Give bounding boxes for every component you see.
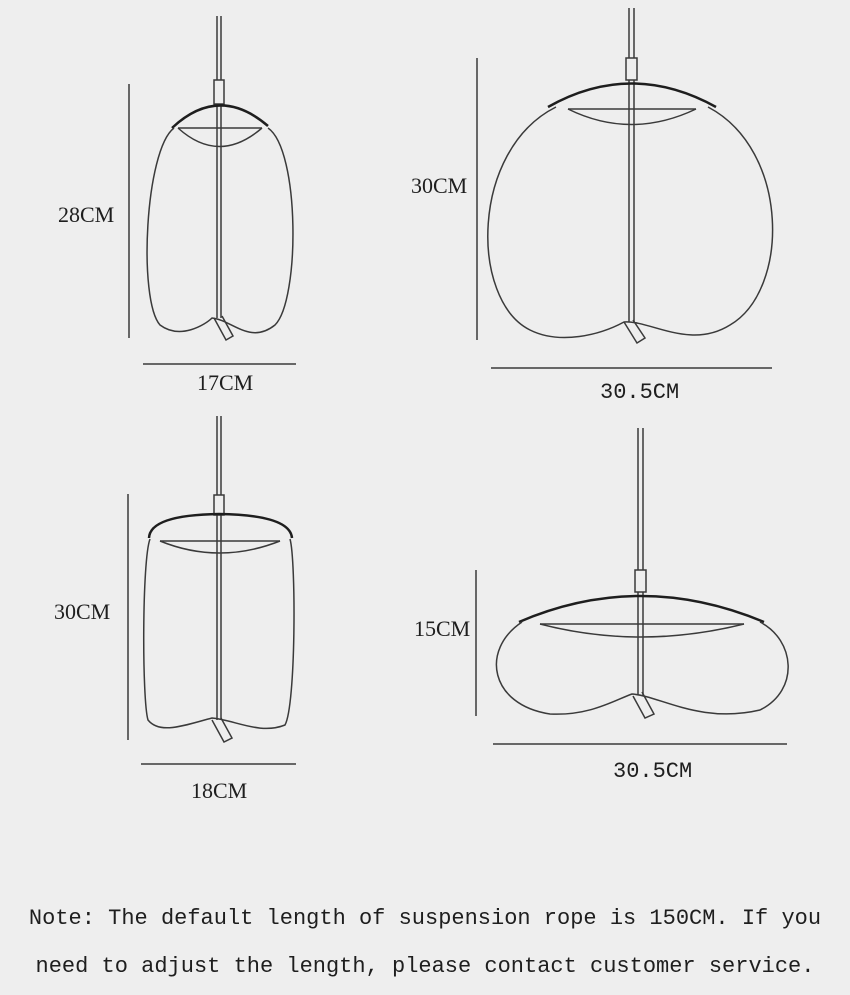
height-label-30cm: 30CM [411,173,468,198]
suspension-rope-note [0,895,850,991]
note-line-2: need to adjust the length, please contact customer service. [35,954,815,979]
width-label-17cm: 17CM [197,370,254,395]
lamp-round-30.5x30 [477,8,773,368]
height-label-30cm: 30CM [54,599,111,624]
height-label-15cm: 15CM [414,616,471,641]
note-line-1: Note: The default length of suspension rope is 150CM. If you [28,906,822,931]
width-label-18cm: 18CM [191,778,248,803]
height-label-28cm: 28CM [58,202,115,227]
lamp-oval-17x28 [129,16,296,364]
lamp-tall-18x30 [128,416,296,764]
width-label-30.5cm: 30.5CM [600,380,680,405]
width-label-30.5cm: 30.5CM [613,759,693,784]
lamp-flat-30.5x15 [476,428,788,744]
